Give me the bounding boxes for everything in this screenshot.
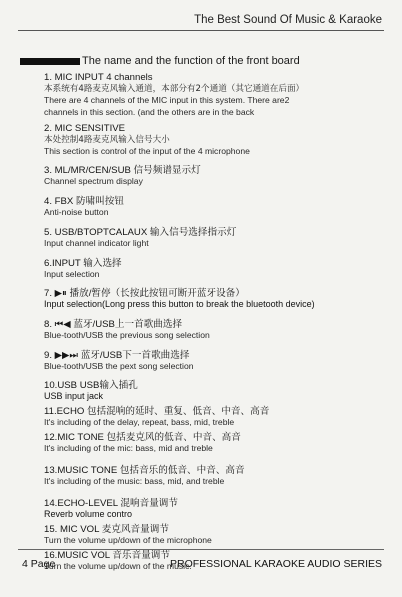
header-divider: [18, 30, 384, 31]
function-item: [44, 406, 388, 429]
function-item-heading: 15. MIC VOL 麦克风音量调节: [44, 523, 169, 535]
function-item-description: Input channel indicator light: [44, 238, 149, 248]
function-item-description: It's including of the mic: bass, mid and treble: [44, 443, 213, 453]
page-number: 4 Page: [22, 558, 56, 570]
function-item-description: Input selection: [44, 269, 100, 279]
function-item-description: It's including of the delay, repeat, bass, mid, treble: [44, 417, 235, 427]
page-header-title: The Best Sound Of Music & Karaoke: [194, 14, 382, 26]
function-item: [44, 350, 388, 373]
function-item-description: Reverb volume contro: [44, 509, 133, 519]
function-item-heading: 6.INPUT 输入选择: [44, 257, 122, 269]
function-item-description: This section is control of the input of the 4 microphone: [44, 146, 250, 156]
function-item-heading: 5. USB/BTOPTCALAUX 输入信号选择指示灯: [44, 226, 237, 238]
function-item-description: There are 4 channels of the MIC input in this system. There are2: [44, 95, 290, 105]
function-item: [44, 123, 388, 158]
function-item-heading: 7. ▶⏸ 播放/暂停（长按此按钮可断开蓝牙设备）: [44, 287, 245, 299]
function-item-heading: 8. ⏮◀ 蓝牙/USB上一首歌曲选择: [44, 318, 183, 330]
function-item-heading: 11.ECHO 包括混响的延时、重复、低音、中音、高音: [44, 405, 270, 417]
function-item-description: USB input jack: [44, 391, 104, 401]
function-item-heading: 14.ECHO-LEVEL 混响音量调节: [44, 497, 178, 509]
function-item-heading: 10.USB USB输入插孔: [44, 379, 138, 391]
function-item-description: Blue-tooth/USB the pext song selection: [44, 361, 194, 371]
function-item-description: channels in this section. (and the others are in the back: [44, 106, 255, 117]
section-title: The name and the function of the front board: [82, 55, 300, 67]
section-marker-bar: [20, 58, 80, 65]
function-item-heading: 9. ▶▶⏭ 蓝牙/USB下一首歌曲选择: [44, 349, 190, 361]
function-item-heading: 1. MIC INPUT 4 channels: [44, 72, 153, 83]
function-item: [44, 380, 388, 403]
series-title: PROFESSIONAL KARAOKE AUDIO SERIES: [169, 558, 382, 570]
function-item-description: Input selection(Long press this button to break the bluetooth device): [44, 299, 315, 309]
function-item-description: It's including of the music: bass, mid, and treble: [44, 476, 225, 486]
function-item-heading: 13.MUSIC TONE 包括音乐的低音、中音、高音: [44, 464, 245, 476]
function-item: [44, 227, 388, 250]
function-item-description-zh: 本系统有4路麦克风输入通道，本部分有2个通道（其它通道在后面）: [44, 83, 305, 94]
function-list: [44, 72, 388, 573]
function-item-description-zh: 本处控制4路麦克风输入信号大小: [44, 134, 170, 145]
function-item: [44, 165, 388, 188]
function-item-description: Turn the volume up/down of the music.: [44, 561, 192, 571]
function-item-heading: 4. FBX 防啸叫按钮: [44, 195, 124, 207]
function-item-heading: 16.MUSIC VOL 音乐音量调节: [44, 549, 170, 561]
function-item-heading: 3. ML/MR/CEN/SUB 信号频谱显示灯: [44, 164, 201, 176]
function-item: [44, 72, 388, 118]
function-item-description: Turn the volume up/down of the microphone: [44, 535, 212, 545]
function-item: [44, 319, 388, 342]
function-item-description: Channel spectrum display: [44, 176, 143, 186]
function-item: [44, 288, 388, 311]
function-item: [44, 258, 388, 281]
function-item-heading: 2. MIC SENSITIVE: [44, 123, 126, 134]
function-item: [44, 465, 388, 488]
function-item-heading: 12.MIC TONE 包括麦克风的低音、中音、高音: [44, 431, 241, 443]
function-item-description: Blue-tooth/USB the previous song selection: [44, 330, 210, 340]
footer-divider: [18, 549, 384, 550]
function-item: [44, 432, 388, 455]
function-item-description: Anti-noise button: [44, 207, 109, 217]
function-item: [44, 498, 388, 521]
function-item: [44, 196, 388, 219]
function-item: [44, 524, 388, 547]
